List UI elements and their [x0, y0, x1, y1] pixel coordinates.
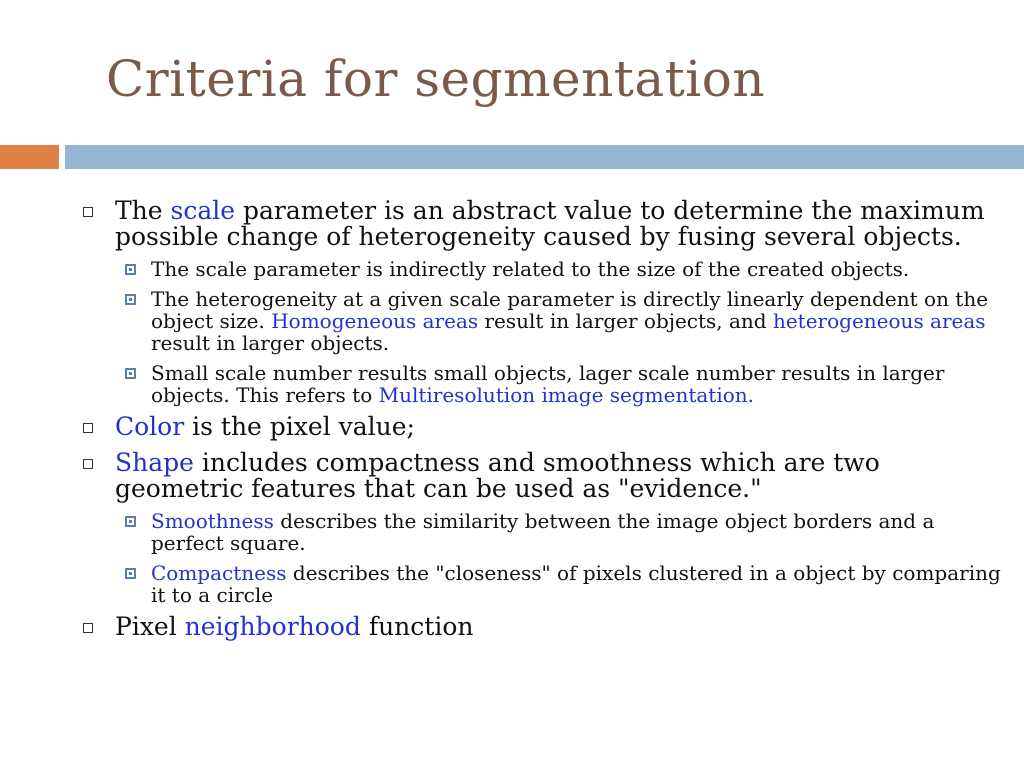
- sub-bullet: [80, 562, 1010, 606]
- accent-bar-orange: [0, 145, 59, 169]
- bullet-color: [80, 414, 1010, 440]
- filled-square-bullet-icon: [125, 568, 136, 579]
- sub-bullet-text: describes the similarity between the image object borders and a perfect square.: [151, 509, 935, 555]
- highlight-term: Smoothness: [151, 509, 274, 533]
- filled-square-bullet-icon: [125, 516, 136, 527]
- sub-bullet-list: [80, 510, 1010, 606]
- bullet-text: The: [115, 196, 171, 225]
- square-bullet-icon: [83, 623, 93, 633]
- highlight-term: Compactness: [151, 561, 287, 585]
- sub-bullet-text: The scale parameter is indirectly related to the size of the created objects.: [151, 257, 910, 281]
- bullet-text: Pixel: [115, 612, 185, 641]
- square-bullet-icon: [83, 459, 93, 469]
- sub-bullet: [80, 510, 1010, 554]
- highlight-term: Shape: [115, 448, 194, 477]
- square-bullet-icon: [83, 207, 93, 217]
- highlight-term: neighborhood: [184, 612, 361, 641]
- bullet-neighborhood: [80, 614, 1010, 640]
- sub-bullet-text: Small scale number results small objects, lager scale number results in larger objects. This refers to: [151, 361, 945, 407]
- highlight-term: Color: [115, 412, 185, 441]
- bullet-text: parameter is an abstract value to determine the maximum possible change of heterogeneity caused by fusing several objects.: [115, 196, 985, 251]
- bullet-shape: [80, 450, 1010, 502]
- sub-bullet: [80, 362, 1010, 406]
- accent-bar-blue: [65, 145, 1024, 169]
- filled-square-bullet-icon: [125, 294, 136, 305]
- filled-square-bullet-icon: [125, 368, 136, 379]
- sub-bullet-list: [80, 258, 1010, 406]
- slide-title: Criteria for segmentation: [106, 50, 766, 108]
- sub-bullet-text: result in larger objects.: [151, 331, 390, 355]
- bullet-text: includes compactness and smoothness which are two geometric features that can be used as "evidence.": [115, 448, 880, 503]
- highlight-term: scale: [170, 196, 236, 225]
- highlight-term: Homogeneous areas: [271, 309, 479, 333]
- sub-bullet-text: The heterogeneity at a given scale parameter is directly linearly dependent on the object size.: [151, 287, 989, 333]
- highlight-term: heterogeneous areas: [772, 309, 986, 333]
- sub-bullet: [80, 288, 1010, 354]
- sub-bullet: [80, 258, 1010, 280]
- square-bullet-icon: [83, 423, 93, 433]
- sub-bullet-text: result in larger objects, and: [478, 309, 773, 333]
- sub-bullet-text: describes the "closeness" of pixels clustered in a object by comparing it to a circle: [151, 561, 1001, 607]
- bullet-text: function: [360, 612, 474, 641]
- bullet-list: [80, 198, 1010, 650]
- bullet-scale: [80, 198, 1010, 250]
- filled-square-bullet-icon: [125, 264, 136, 275]
- bullet-text: is the pixel value;: [184, 412, 415, 441]
- highlight-term: Multiresolution image segmentation.: [378, 383, 755, 407]
